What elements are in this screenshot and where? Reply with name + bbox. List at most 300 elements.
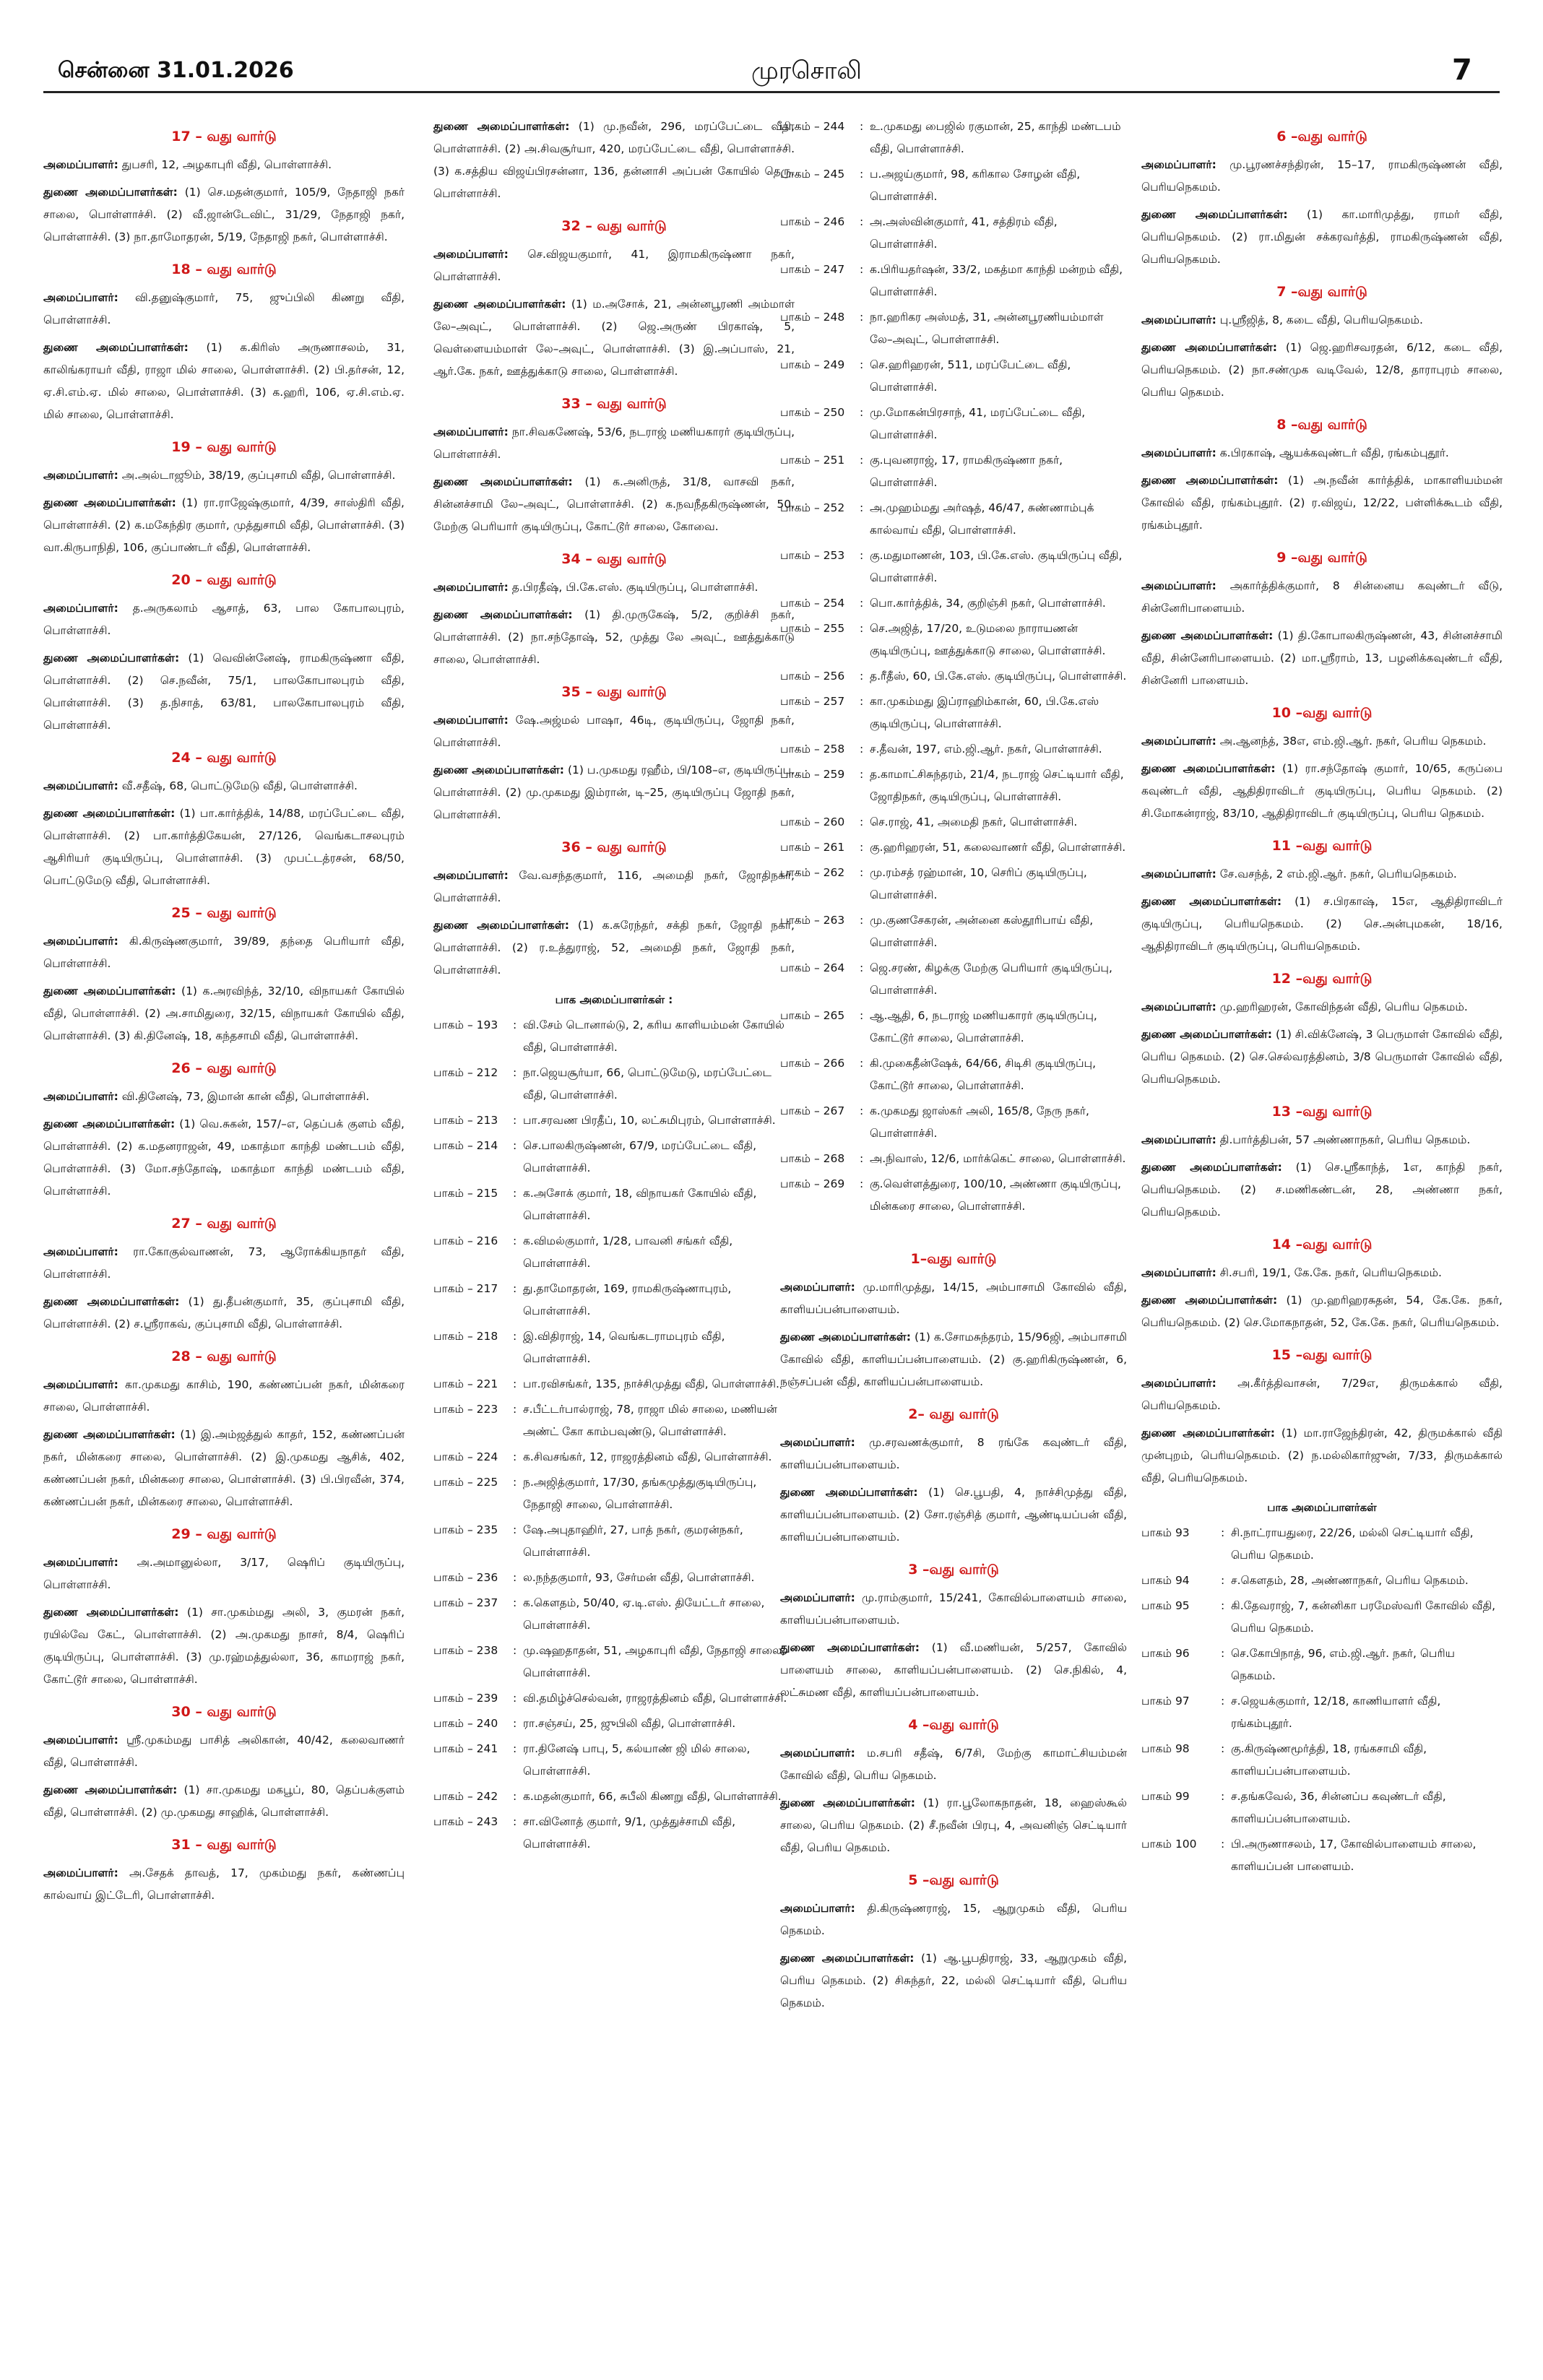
ward-entry [1141, 442, 1503, 464]
booth-row [780, 1100, 1127, 1145]
booth-number: பாகம் 93 [1141, 1526, 1190, 1539]
booth-row [1141, 1786, 1503, 1830]
ward-entry [43, 647, 405, 737]
ward-entry [43, 1552, 405, 1596]
entry-text: அ.அல்டாஜூம், 38/19, குப்புசாமி வீதி, பொள்ளாச்சி. [121, 469, 396, 482]
entry-label: துணை அமைப்பாளர்கள்: [780, 1486, 918, 1499]
booth-row [433, 1471, 795, 1516]
ward-heading: 1–வது வார்டு [910, 1251, 997, 1267]
booth-row [1141, 1690, 1503, 1735]
booth-number: பாகம் – 257 [780, 695, 845, 708]
separator: : [860, 841, 864, 854]
entry-label: அமைப்பாளர்: [433, 581, 509, 594]
booth-number: பாகம் – 266 [780, 1057, 845, 1070]
booth-row [433, 1014, 795, 1059]
separator: : [860, 168, 864, 181]
booth-row [780, 354, 1127, 399]
entry-text: சே.வசந்த், 2 எம்.ஜி.ஆர். நகர், பெரியநெகமம். [1219, 867, 1457, 880]
booth-row [780, 497, 1127, 542]
booth-row [433, 1713, 795, 1735]
ward-heading: 24 – வது வார்டு [171, 750, 277, 766]
booth-row [780, 402, 1127, 446]
separator: : [513, 1066, 517, 1079]
booth-number: பாகம் – 260 [780, 815, 845, 828]
booth-coordinator: செ.ஹரிஹரன், 511, மரப்பேட்டை வீதி, பொள்ளாச்சி. [870, 358, 1071, 394]
entry-label: அமைப்பாளர்: [43, 1090, 118, 1103]
booth-number: பாகம் – 252 [780, 501, 845, 514]
booth-coordinator: ந.அஜித்குமார், 17/30, தங்கமுத்துகுடியிருப்பு, நேதாஜி சாலை, பொள்ளாச்சி. [523, 1476, 757, 1511]
entry-label: துணை அமைப்பாளர்கள்: [43, 1428, 176, 1441]
entry-text: தி.கிருஷ்ணராஜ், 15, ஆறுமுகம் வீதி, பெரிய நெகமம். [780, 1902, 1127, 1937]
booth-coordinator: அ.நிவாஸ், 12/6, மார்க்கெட் சாலை, பொள்ளாச்சி. [870, 1152, 1126, 1165]
booth-number: பாகம் 97 [1141, 1695, 1190, 1708]
ward-entry [1141, 1129, 1503, 1151]
entry-text: (1) சி.விக்னேஷ், 3 பெருமாள் கோவில் வீதி, பெரிய நெகமம். (2) செ.செல்வரத்தினம், 3/8 பெருமாள் கோவில் வீதி, பெரியநெகமம். [1141, 1028, 1503, 1086]
booth-row [433, 1567, 795, 1589]
entry-label: துணை அமைப்பாளர்கள்: [1141, 1028, 1272, 1041]
entry-text: (1) ஜெ.ஹரிசவரதன், 6/12, கடை வீதி, பெரியநெகமம். (2) நா.சண்முக வடிவேல், 12/8, தாராபுரம் சாலை, பெரிய நெகமம். [1141, 341, 1503, 399]
booth-number: பாகம் 94 [1141, 1574, 1190, 1587]
entry-text: மு.ஹரிஹரன், கோவிந்தன் வீதி, பெரிய நெகமம். [1219, 1000, 1468, 1013]
ward-entry [43, 154, 405, 176]
ward-heading: 8 –வது வார்டு [1276, 417, 1367, 433]
booth-row [433, 1519, 795, 1564]
entry-text: (1) வெவின்னேஷ், ராமகிருஷ்ணா வீதி, பொள்ளாச்சி. (2) செ.நவீன், 75/1, பாலகோபாலபுரம் வீதி, பொள்ளாச்சி. (3) த.நிசாத், 63/81, பாலகோபாலபுரம் வீதி, பொள்ளாச்சி. [43, 652, 405, 732]
booth-row [780, 691, 1127, 735]
booth-coordinator: க.விமல்குமார், 1/28, பாவனி சங்கர் வீதி, பொள்ளாச்சி. [523, 1234, 733, 1270]
entry-label: துணை அமைப்பாளர்கள்: [1141, 1294, 1278, 1307]
entry-text: (1) சா.முகம்மது அலி, 3, குமரன் நகர், ரயில்வே கேட், பொள்ளாச்சி. (2) அ.முகமது நாசர், 8/4, ஷெரிப் குடியிருப்பு, பொள்ளாச்சி. (3) மு.ரஹ்மத்துல்லா, 36, காமராஜ் நகர், கோட்டூர் சாலை, பொள்ளாச்சி. [43, 1606, 405, 1686]
entry-text: (1) க.அரவிந்த், 32/10, விநாயகர் கோயில் வீதி, பொள்ளாச்சி. (2) அ.சாமிதுரை, 32/15, விநாயகர் கோயில் வீதி, பொள்ளாச்சி. (3) கி.தினேஷ், 18, கந்தசாமி வீதி, பொள்ளாச்சி. [43, 985, 405, 1042]
entry-label: அமைப்பாளர்: [43, 1378, 118, 1391]
separator: : [860, 311, 864, 324]
edition-date: சென்னை 31.01.2026 [58, 58, 294, 83]
entry-label: துணை அமைப்பாளர்கள்: [1141, 1427, 1275, 1440]
booth-coordinator: க.சிவசங்கர், 12, ராஜரத்தினம் வீதி, பொள்ளாச்சி. [523, 1450, 772, 1463]
separator: : [513, 1717, 517, 1730]
entry-label: துணை அமைப்பாளர்கள்: [43, 652, 180, 665]
ward-entry [43, 1862, 405, 1907]
entry-text: (1) கா.மாரிமுத்து, ராமர் வீதி, பெரியநெகமம். (2) ரா.மிதுன் சக்கரவர்த்தி, ராமகிருஷ்ணன் வீதி, பெரியநெகமம். [1141, 208, 1503, 266]
booth-coordinator: த.ரீதீஸ், 60, பி.கே.எஸ். குடியிருப்பு, பொள்ளாச்சி. [870, 670, 1127, 683]
separator: : [513, 1403, 517, 1416]
booth-number: பாகம் – 225 [433, 1476, 498, 1489]
booth-coordinator: க.அசோக் குமார், 18, விநாயகர் கோயில் வீதி, பொள்ளாச்சி. [523, 1187, 757, 1222]
booth-coordinator: நா.ஹரிகர அஸ்மத், 31, அன்னபூரணியம்மாள் லே–அவுட், பொள்ளாச்சி. [870, 311, 1104, 346]
booth-number: பாகம் – 269 [780, 1177, 845, 1190]
entry-label: அமைப்பாளர்: [43, 1734, 118, 1747]
ward-entry [43, 1424, 405, 1513]
booth-row [780, 811, 1127, 834]
ward-entry [1141, 575, 1503, 620]
ward-heading: 31 – வது வார்டு [171, 1837, 277, 1853]
separator: : [513, 1282, 517, 1295]
separator: : [860, 454, 864, 467]
separator: : [860, 1104, 864, 1117]
booth-row [433, 1109, 795, 1132]
separator: : [860, 815, 864, 828]
booth-coordinator: து.தாமோதரன், 169, ராமகிருஷ்ணாபுரம், பொள்ளாச்சி. [523, 1282, 732, 1317]
ward-entry [43, 980, 405, 1047]
booth-number: பாகம் – 244 [780, 120, 845, 133]
entry-label: அமைப்பாளர்: [780, 1281, 855, 1294]
booth-row [780, 306, 1127, 351]
booth-coordinator: ச.பீட்டர்பால்ராஜ், 78, ராஜா மில் சாலை, மணியன் அண்ட் கோ காம்பவுண்டு, பொள்ளாச்சி. [523, 1403, 777, 1438]
booth-row [433, 1182, 795, 1227]
booth-row [1141, 1595, 1503, 1640]
entry-label: துணை அமைப்பாளர்கள்: [1141, 762, 1276, 775]
entry-text: (1) பா.கார்த்திக், 14/88, மரப்பேட்டை வீதி, பொள்ளாச்சி. (2) பா.கார்த்திகேயன், 27/126, வெங்கடாசலபுரம் ஆசிரியர் குடியிருப்பு, பொள்ளாச்சி. (3) முபட்டத்ரசன், 68/50, பொட்டுமேடு வீதி, பொள்ளாச்சி. [43, 807, 405, 887]
entry-label: துணை அமைப்பாளர்கள்: [433, 763, 564, 776]
entry-text: தி.பார்த்திபன், 57 அண்ணாநகர், பெரிய நெகமம். [1219, 1133, 1471, 1146]
ward-heading: 7 –வது வார்டு [1276, 284, 1367, 300]
ward-entry [433, 243, 795, 288]
booth-coordinator: செ.கோபிநாத், 96, எம்.ஜி.ஆர். நகர், பெரிய நெகமம். [1231, 1647, 1455, 1682]
entry-text: (1) செ.ஸ்ரீகாந்த், 1எ, காந்தி நகர், பெரியநெகமம். (2) ச.மணிகண்டன், 28, அண்ணா நகர், பெரியநெகமம். [1141, 1161, 1503, 1219]
entry-label: அமைப்பாளர்: [433, 869, 509, 882]
entry-text: (1) மா.ராஜேந்திரன், 42, திருமக்கால் வீதி முன்புறம், பெரியநெகமம். (2) ந.மல்லிகார்ஜுன், 7/33, திருமக்கால் வீதி, பெரியநெகமம். [1141, 1427, 1503, 1484]
booth-coordinator: கு.மதுமாணன், 103, பி.கே.எஸ். குடியிருப்பு வீதி, பொள்ளாச்சி. [870, 549, 1123, 584]
ward-heading: 30 – வது வார்டு [171, 1704, 277, 1720]
ward-entry [43, 775, 405, 797]
entry-text: (1) ரா.பூலோகநாதன், 18, ஹைஸ்கூல் சாலை, பெரிய நெகமம். (2) சீ.நவீன் பிரபு, 4, அவனிஞ் செட்டியார் வீதி, பெரிய நெகமம். [780, 1796, 1127, 1854]
ward-entry [43, 287, 405, 332]
booth-coordinator: பொ.கார்த்திக், 34, குறிஞ்சி நகர், பொள்ளாச்சி. [870, 597, 1106, 610]
booth-number: பாகம் – 248 [780, 311, 845, 324]
booth-coordinator: ச.ஜெயக்குமார், 12/18, காணியாளர் வீதி, ரங்கம்புதூர். [1231, 1695, 1441, 1730]
separator: : [513, 1742, 517, 1755]
separator: : [860, 120, 864, 133]
entry-label: அமைப்பாளர்: [1141, 1377, 1216, 1390]
booth-number: பாகம் – 224 [433, 1450, 498, 1463]
booth-coordinator: வி.தமிழ்ச்செல்வன், ராஜரத்தினம் வீதி, பொள்ளாச்சி. [523, 1692, 787, 1705]
entry-text: மு.பூரணச்சந்திரன், 15–17, ராமகிருஷ்ணன் வீதி, பெரியநெகமம். [1141, 158, 1503, 194]
separator: : [860, 670, 864, 683]
separator: : [1221, 1526, 1225, 1539]
booth-number: பாகம் – 258 [780, 743, 845, 756]
separator: : [513, 1139, 517, 1152]
separator: : [513, 1571, 517, 1584]
booth-number: பாகம் – 259 [780, 768, 845, 781]
entry-text: (1) ம.அசோக், 21, அன்னபூரணி அம்மாள் லே–அவுட், பொள்ளாச்சி. (2) ஜெ.அருண் பிரகாஷ், 5, வெள்ளையம்மாள் லே–அவுட், பொள்ளாச்சி. (3) இ.அப்பாஸ், 21, ஆர்.கே. நகர், ஊத்துக்காடு சாலை, பொள்ளாச்சி. [433, 298, 795, 378]
booth-row [433, 1373, 795, 1395]
separator: : [1221, 1647, 1225, 1660]
separator: : [860, 1177, 864, 1190]
ward-entry [43, 1729, 405, 1774]
entry-label: துணை அமைப்பாளர்கள்: [433, 120, 570, 133]
separator: : [860, 768, 864, 781]
entry-label: துணை அமைப்பாளர்கள்: [433, 298, 566, 311]
separator: : [513, 1114, 517, 1127]
entry-text: (1) ரா.ராஜேஷ்குமார், 4/39, சாஸ்திரி வீதி, பொள்ளாச்சி. (2) க.மகேந்திர குமார், முத்துசாமி வீதி, பொள்ளாச்சி. (3) வா.கிருபாநிதி, 106, குப்பாண்டர் வீதி, பொள்ளாச்சி. [43, 496, 405, 554]
entry-label: துணை அமைப்பாளர்கள்: [43, 1606, 179, 1619]
booth-row [780, 592, 1127, 615]
entry-text: த.அருகலாம் ஆசாத், 63, பால கோபாலபுரம், பொள்ளாச்சி. [43, 602, 405, 637]
column-3 [780, 116, 1127, 2020]
entry-label: அமைப்பாளர்: [43, 602, 118, 615]
separator: : [1221, 1599, 1225, 1612]
ward-heading: 14 –வது வார்டு [1271, 1237, 1373, 1252]
spacer [780, 1221, 1127, 1238]
ward-entry [1141, 891, 1503, 958]
booth-number: பாகம் 98 [1141, 1742, 1190, 1755]
booth-number: பாகம் – 241 [433, 1742, 498, 1755]
ward-entry [780, 1897, 1127, 1942]
booth-number: பாகம் – 221 [433, 1377, 498, 1390]
entry-label: அமைப்பாளர்: [433, 714, 509, 727]
booth-row [780, 1005, 1127, 1050]
booth-number: பாகம் – 193 [433, 1018, 498, 1031]
entry-text: (1) தி.முருகேஷ், 5/2, குறிச்சி நகர், பொள்ளாச்சி. (2) நா.சந்தோஷ், 52, முத்து லே அவுட், ஊத்துக்காடு சாலை, பொள்ளாச்சி. [433, 608, 795, 666]
entry-text: மு.மாரிமுத்து, 14/15, அம்பாசாமி கோவில் வீதி, காளியப்பன்பாளையம். [780, 1281, 1127, 1316]
booth-number: பாகம் – 264 [780, 961, 845, 974]
entry-label: அமைப்பாளர்: [780, 1436, 855, 1449]
entry-text: ம.சபரி சதீஷ், 6/7சி, மேற்கு காமாட்சியம்மன் கோவில் வீதி, பெரிய நெகமம். [780, 1747, 1127, 1782]
entry-label: அமைப்பாளர்: [43, 291, 118, 304]
entry-text: வி.தனுஷ்குமார், 75, ஜுப்பிலி கிணறு வீதி, பொள்ளாச்சி. [43, 291, 405, 326]
separator: : [513, 1596, 517, 1609]
ward-entry [433, 116, 795, 205]
entry-label: துணை அமைப்பாளர்கள்: [780, 1952, 915, 1965]
entry-label: துணை அமைப்பாளர்கள்: [43, 1783, 178, 1796]
booth-coordinator: வி.சேம் டொனால்டு, 2, கரிய காளியம்மன் கோயில் வீதி, பொள்ளாச்சி. [523, 1018, 785, 1054]
entry-label: அமைப்பாளர்: [1141, 1133, 1216, 1146]
ward-entry [1141, 1372, 1503, 1417]
newspaper-title: முரசொலி [751, 56, 862, 85]
entry-label: அமைப்பாளர்: [43, 1556, 118, 1569]
booth-number: பாகம் – 256 [780, 670, 845, 683]
ward-heading: 17 – வது வார்டு [171, 129, 277, 144]
ward-entry [43, 1086, 405, 1108]
entry-label: அமைப்பாளர்: [1141, 313, 1216, 326]
booth-coordinator: உ.முகமது பைஜில் ரகுமான், 25, காந்தி மண்டபம் வீதி, பொள்ளாச்சி. [870, 120, 1121, 155]
separator: : [513, 1450, 517, 1463]
ward-heading: 32 – வது வார்டு [561, 218, 667, 234]
booth-coordinator: மு.குணசேகரன், அன்னை கஸ்தூரிபாய் வீதி, பொள்ளாச்சி. [870, 914, 1094, 949]
booth-coordinator: க.மதன்குமார், 66, சுபீலி கிணறு வீதி, பொள்ளாச்சி. [523, 1790, 782, 1803]
ward-entry [43, 1291, 405, 1336]
ward-entry [1141, 1024, 1503, 1091]
entry-label: துணை அமைப்பாளர்கள்: [43, 341, 189, 354]
entry-label: அமைப்பாளர்: [780, 1747, 855, 1760]
separator: : [860, 914, 864, 927]
separator: : [513, 1644, 517, 1657]
ward-heading: 15 –வது வார்டு [1271, 1347, 1373, 1363]
booth-row [1141, 1570, 1503, 1592]
entry-label: அமைப்பாளர்: [780, 1902, 855, 1915]
booth-coordinator: கு.ஹரிஹரன், 51, கலைவாணர் வீதி, பொள்ளாச்சி. [870, 841, 1126, 854]
booth-coordinator: மு.மோகன்பிரசாந், 41, மரப்பேட்டை வீதி, பொள்ளாச்சி. [870, 406, 1086, 441]
ward-entry [43, 802, 405, 892]
separator: : [860, 866, 864, 879]
entry-label: அமைப்பாளர்: [1141, 1266, 1216, 1279]
booth-row [780, 1148, 1127, 1170]
entry-text: (1) அ.நவீன் கார்த்திக், மாகாளியம்மன் கோவில் வீதி, ரங்கம்புதூர். (2) ர.விஜய், 12/22, பள்ளிக்கூடம் வீதி, ரங்கம்புதூர். [1141, 474, 1503, 532]
entry-text: செ.விஜயகுமார், 41, இராமகிருஷ்ணா நகர், பொள்ளாச்சி. [433, 248, 795, 283]
entry-label: துணை அமைப்பாளர்கள்: [43, 186, 178, 199]
entry-label: அமைப்பாளர்: [1141, 158, 1216, 171]
ward-heading: 20 – வது வார்டு [171, 572, 277, 588]
entry-label: துணை அமைப்பாளர்கள்: [43, 1295, 180, 1308]
ward-entry [780, 1326, 1127, 1393]
booth-number: பாகம் 100 [1141, 1838, 1197, 1851]
ward-heading: 6 –வது வார்டு [1276, 129, 1367, 144]
ward-heading: 5 –வது வார்டு [908, 1872, 999, 1888]
booth-number: பாகம் – 237 [433, 1596, 498, 1609]
ward-entry [780, 1792, 1127, 1859]
booth-number: பாகம் – 240 [433, 1717, 498, 1730]
separator: : [860, 549, 864, 562]
booth-coordinator: செ.ராஜ், 41, அமைதி நகர், பொள்ளாச்சி. [870, 815, 1078, 828]
ward-entry [433, 865, 795, 909]
booth-number: பாகம் – 238 [433, 1644, 498, 1657]
separator: : [513, 1815, 517, 1828]
booth-row [780, 618, 1127, 662]
booth-number: பாகம் – 250 [780, 406, 845, 419]
entry-text: அகார்த்திக்குமார், 8 சின்னைய கவுண்டர் வீடு, சின்னேரிபாளையம். [1141, 579, 1503, 615]
ward-entry [1141, 863, 1503, 886]
separator: : [1221, 1742, 1225, 1755]
ward-heading: 10 –வது வார்டு [1271, 705, 1373, 721]
entry-label: துணை அமைப்பாளர்கள்: [780, 1641, 920, 1654]
entry-text: அ.கீர்த்திவாசன், 7/29எ, திருமக்கால் வீதி, பெரியநெகமம். [1141, 1377, 1503, 1412]
entry-label: அமைப்பாளர்: [780, 1591, 855, 1604]
booth-row [433, 1687, 795, 1710]
booth-row [433, 1135, 795, 1180]
ward-heading: 4 –வது வார்டு [908, 1717, 999, 1733]
booth-coordinator: த.காமாட்சிசுந்தரம், 21/4, நடராஜ் செட்டியார் வீதி, ஜோதிநகர், குடியிருப்பு, பொள்ளாச்சி. [870, 768, 1124, 803]
ward-entry [780, 1276, 1127, 1321]
booth-row [433, 1640, 795, 1684]
booth-coordinator: ரா.தினேஷ் பாபு, 5, கல்யாண் ஜி மில் சாலை, பொள்ளாச்சி. [523, 1742, 751, 1778]
ward-entry [433, 709, 795, 754]
booth-coordinator: மு.ரம்சத் ரஹ்மான், 10, செரிப் குடியிருப்பு, பொள்ளாச்சி. [870, 866, 1087, 901]
booth-number: பாகம் – 218 [433, 1330, 498, 1343]
booth-coordinator: ப.அஜய்குமார், 98, கரிகால சோழன் வீதி, பொள்ளாச்சி. [870, 168, 1081, 203]
ward-heading: 11 –வது வார்டு [1271, 838, 1373, 854]
booth-row [433, 1278, 795, 1323]
booth-row [780, 449, 1127, 494]
separator: : [860, 622, 864, 635]
ward-entry [43, 597, 405, 642]
separator: : [860, 1152, 864, 1165]
booth-coordinator: அ.அஸ்வின்குமார், 41, சத்திரம் வீதி, பொள்ளாச்சி. [870, 215, 1058, 251]
entry-text: (1) க.சுரேந்தர், சக்தி நகர், ஜோதி நகர், பொள்ளாச்சி. (2) ர.உத்துராஜ், 52, அமைதி நகர், ஜோதி நகர், பொள்ளாச்சி. [433, 919, 795, 977]
booth-number: பாகம் 96 [1141, 1647, 1190, 1660]
page-number: 7 [1452, 53, 1472, 87]
entry-label: துணை அமைப்பாளர்கள்: [433, 919, 569, 932]
ward-entry [43, 181, 405, 248]
separator: : [513, 1018, 517, 1031]
ward-entry [1141, 469, 1503, 537]
ward-heading: 18 – வது வார்டு [171, 261, 277, 277]
booth-row [780, 211, 1127, 256]
booth-coordinator: சி.நாட்ராயதுரை, 22/26, மல்லி செட்டியார் வீதி, பெரிய நெகமம். [1231, 1526, 1474, 1562]
entry-label: அமைப்பாளர்: [1141, 446, 1216, 459]
entry-label: அமைப்பாளர்: [43, 158, 118, 171]
booth-number: பாகம் – 216 [433, 1234, 498, 1247]
booth-coordinator: ஆ.ஆதி, 6, நடராஜ் மணியகாரர் குடியிருப்பு, கோட்டூர் சாலை, பொள்ளாச்சி. [870, 1009, 1097, 1044]
entry-text: க.பிரகாஷ், ஆயக்கவுண்டர் வீதி, ரங்கம்புதூர். [1219, 446, 1449, 459]
ward-heading: 25 – வது வார்டு [171, 905, 277, 921]
booth-number: பாகம் – 243 [433, 1815, 498, 1828]
ward-entry [780, 1587, 1127, 1632]
booth-coordinator: நா.ஜெயசூர்யா, 66, பொட்டுமேடு, மரப்பேட்டை வீதி, பொள்ளாச்சி. [523, 1066, 772, 1102]
entry-label: துணை அமைப்பாளர்கள்: [43, 807, 176, 820]
ward-heading: 27 – வது வார்டு [171, 1216, 277, 1232]
booth-coordinator: கி.முகைதீன்ஷேக், 64/66, சிடிசி குடியிருப்பு, கோட்டூர் சாலை, பொள்ளாச்சி. [870, 1057, 1097, 1092]
booth-coordinator: மு.ஷஹதாதன், 51, அழகாபுரி வீதி, நேதாஜி சாலை, பொள்ளாச்சி. [523, 1644, 785, 1679]
booth-row [780, 259, 1127, 303]
booth-row [433, 1062, 795, 1107]
separator: : [860, 597, 864, 610]
booth-coordinator: ச.தங்கவேல், 36, சின்னப்ப கவுண்டர் வீதி, காளியப்பன்பாளையம். [1231, 1790, 1446, 1825]
entry-text: (1) இ.அம்ஜத்துல் காதர், 152, கண்ணப்பன் நகர், மின்கரை சாலை, பொள்ளாச்சி. (2) இ.முகமது ஆசிக், 402, கண்ணப்பன் நகர், மின்கரை சாலை, பொள்ளாச்சி. (3) பி.பிரவீன், 374, கண்ணப்பன் நகர், மின்கரை சாலை, பொள்ளாச்சி. [43, 1428, 405, 1508]
ward-entry [43, 492, 405, 559]
entry-label: துணை அமைப்பாளர்கள்: [1141, 629, 1274, 642]
ward-entry [433, 293, 795, 383]
booth-row [433, 1592, 795, 1637]
entry-label: துணை அமைப்பாளர்கள்: [43, 1117, 176, 1130]
ward-entry [43, 1601, 405, 1691]
ward-entry [1141, 1422, 1503, 1489]
booth-coordinator: இ.விதிராஜ், 14, வெங்கடராமபுரம் வீதி, பொள்ளாச்சி. [523, 1330, 725, 1365]
separator: : [1221, 1838, 1225, 1851]
entry-text: கா.முகமது காசிம், 190, கண்ணப்பன் நகர், மின்கரை சாலை, பொள்ளாச்சி. [43, 1378, 405, 1414]
booth-number: பாகம் – 245 [780, 168, 845, 181]
booth-coordinator: கு.கிருஷ்ணமூர்த்தி, 18, ரங்கசாமி வீதி, காளியப்பன்பாளையம். [1231, 1742, 1427, 1778]
entry-label: அமைப்பாளர்: [43, 1245, 118, 1258]
ward-entry [1141, 1262, 1503, 1284]
booth-number: பாகம் – 212 [433, 1066, 498, 1079]
ward-heading: 34 – வது வார்டு [561, 551, 667, 567]
ward-heading: 33 – வது வார்டு [561, 396, 667, 412]
booth-number: பாகம் – 263 [780, 914, 845, 927]
booth-number: பாகம் – 223 [433, 1403, 498, 1416]
booth-coordinator: ஷே.அபுதாஹிர், 27, பாத் நகர், குமரன்நகர், பொள்ளாச்சி. [523, 1523, 743, 1559]
booth-number: பாகம் – 249 [780, 358, 845, 371]
entry-label: துணை அமைப்பாளர்கள்: [1141, 1161, 1282, 1174]
ward-entry [1141, 996, 1503, 1018]
entry-text: மு.சரவணக்குமார், 8 ரங்கே கவுண்டர் வீதி, காளியப்பன்பாளையம். [780, 1436, 1128, 1471]
booth-coordinator: கு.புவனராஜ், 17, ராமகிருஷ்ணா நகர், பொள்ளாச்சி. [870, 454, 1063, 489]
ward-entry [1141, 1156, 1503, 1224]
booth-row [780, 763, 1127, 808]
entry-text: ஷே.அஜ்மல் பாஷா, 46டி, குடியிருப்பு, ஜோதி நகர், பொள்ளாச்சி. [433, 714, 795, 749]
separator: : [860, 1057, 864, 1070]
entry-text: (1) செ.மதன்குமார், 105/9, நேதாஜி நகர் சாலை, பொள்ளாச்சி. (2) வீ.ஜான்டேவிட், 31/29, நேதாஜி நகர், பொள்ளாச்சி. (3) நா.தாமோதரன், 5/19, நேதாஜி நகர், பொள்ளாச்சி. [43, 186, 405, 243]
booth-number: பாகம் – 235 [433, 1523, 498, 1536]
entry-text: (1) ரா.சந்தோஷ் குமார், 10/65, கருப்பை கவுண்டர் வீதி, ஆதிதிராவிடர் குடியிருப்பு, பெரிய நெகமம். (2) சி.மோகன்ராஜ், 83/10, ஆதிதிராவிடர் குடியிருப்பு, பெரிய நெகமம். [1141, 762, 1503, 820]
ward-entry [43, 930, 405, 975]
ward-entry [433, 421, 795, 466]
entry-text: (1) வெ.சுகன், 157/–எ, தெப்பக் குளம் வீதி, பொள்ளாச்சி. (2) க.மதனராஜன், 49, மகாத்மா காந்தி மண்டபம் வீதி, பொள்ளாச்சி. (3) மோ.சந்தோஷ், மகாத்மா காந்தி மண்டபம் வீதி, பொள்ளாச்சி. [43, 1117, 405, 1198]
separator: : [860, 406, 864, 419]
booth-number: பாகம் – 262 [780, 866, 845, 879]
ward-heading: 13 –வது வார்டு [1271, 1104, 1373, 1120]
booth-number: பாகம் – 268 [780, 1152, 845, 1165]
booth-number: பாகம் – 251 [780, 454, 845, 467]
entry-text: த.பிரதீஷ், பி.கே.எஸ். குடியிருப்பு, பொள்ளாச்சி. [511, 581, 758, 594]
booth-number: பாகம் – 242 [433, 1790, 498, 1803]
entry-label: அமைப்பாளர்: [43, 935, 118, 948]
header-rule [43, 91, 1500, 93]
separator: : [513, 1187, 517, 1200]
ward-entry [43, 1241, 405, 1286]
booth-coordinator: ல.நந்தகுமார், 93, சேர்மன் வீதி, பொள்ளாச்சி. [523, 1571, 755, 1584]
ward-entry [780, 1637, 1127, 1704]
booth-coordinator: ச.கௌதம், 28, அண்ணாநகர், பெரிய நெகமம். [1231, 1574, 1469, 1587]
